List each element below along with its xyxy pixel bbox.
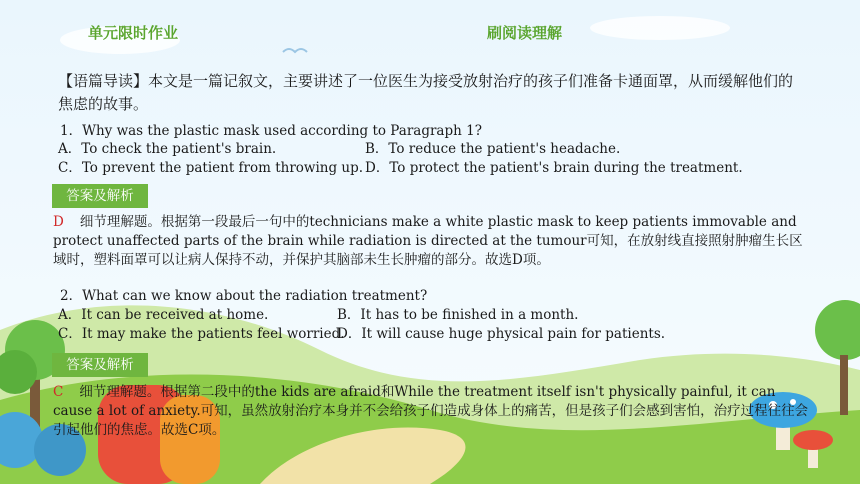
q2-option-b[interactable]: B．It has to be finished in a month. [337, 307, 579, 323]
q1-stem: 1．Why was the plastic mask used according to Paragraph 1? [60, 123, 482, 139]
q1-explanation [53, 213, 813, 270]
q2-option-d[interactable]: D．It will cause huge physical pain for patients. [337, 326, 666, 342]
passage-intro: 【语篇导读】本文是一篇记叙文，主要讲述了一位医生为接受放射治疗的孩子们准备卡通面罩，从而缓解他们的焦虑的故事。 [58, 72, 794, 113]
q1-answer-badge[interactable]: 答案及解析 [52, 184, 148, 208]
unit-title: 单元限时作业 [88, 24, 179, 42]
q1-answer-letter: D [53, 214, 64, 230]
q2-answer-letter: C [53, 384, 64, 400]
q1-option-a[interactable]: A．To check the patient's brain. [58, 141, 277, 157]
q2-explanation-text: 细节理解题。根据第二段中的the kids are afraid和While the treatment itself isn't physically painful, it can cause a lot of anxiety.可知，虽然放射治疗本身并不会给孩子们造成身体上的痛苦，但是孩子们会感到害怕，治疗过程往往会引起他们的焦虑。故选C项。 [53, 384, 809, 438]
q1-option-c[interactable]: C．To prevent the patient from throwing up. [58, 160, 364, 176]
q2-answer-badge[interactable]: 答案及解析 [52, 353, 148, 377]
q2-option-a[interactable]: A．It can be received at home. [58, 307, 269, 323]
q2-option-c[interactable]: C．It may make the patients feel worried. [58, 326, 345, 342]
q1-option-b[interactable]: B．To reduce the patient's headache. [365, 141, 621, 157]
q1-option-d[interactable]: D．To protect the patient's brain during the treatment. [365, 160, 743, 176]
q2-explanation [53, 383, 813, 440]
section-title: 刷阅读理解 [487, 24, 563, 42]
q1-explanation-text: 细节理解题。根据第一段最后一句中的technicians make a white plastic mask to keep patients immovable and protect unaffected parts of the brain while radiation is directed at the tumour可知，在放射线直接照射肿瘤生长区域时，塑料面罩可以让病人保持不动，并保护其脑部未生长肿瘤的部分。故选D项。 [53, 214, 803, 268]
q2-stem: 2．What can we know about the radiation treatment? [60, 288, 428, 304]
